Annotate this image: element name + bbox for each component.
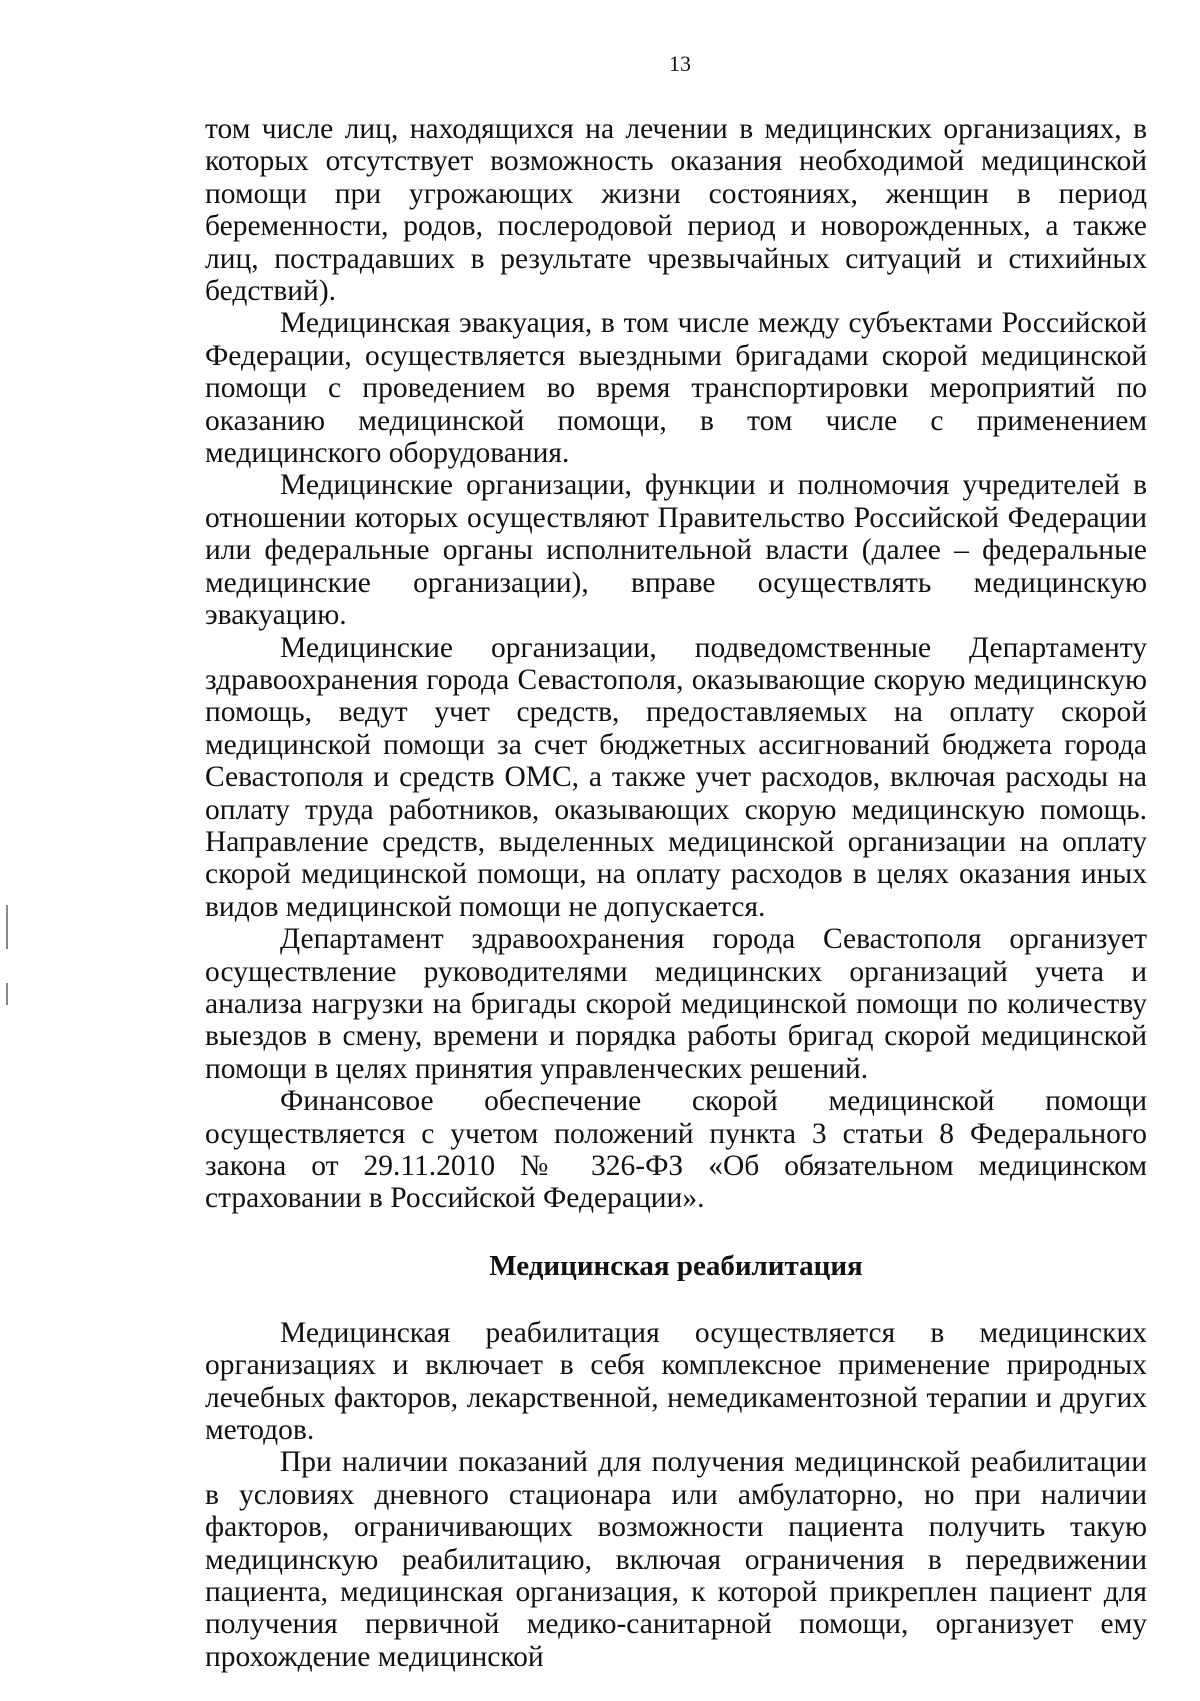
paragraph: Финансовое обеспечение скорой медицинской помощи осуществляется с учетом положений пункта 3 статьи 8 Федерального закона от 29.11.2010 № 326-ФЗ «Об обязательном медицинском страховании в Российской Федерации».: [205, 1085, 1147, 1215]
scan-margin-mark: [6, 905, 8, 949]
paragraph: При наличии показаний для получения медицинской реабилитации в условиях дневного стационара или амбулаторно, но при наличии факторов, ограничивающих возможности пациента получить такую медицинскую реабилитацию, включая ограничения в передвижении пациента, медицинская организация, к которой прикреплен пациент для получения первичной медико-санитарной помощи, организует ему прохождение медицинской: [205, 1446, 1147, 1673]
document-body: [205, 113, 1147, 1673]
paragraph: Медицинская реабилитация осуществляется в медицинских организациях и включает в себя комплексное применение природных лечебных факторов, лекарственной, немедикаментозной терапии и других методов.: [205, 1316, 1147, 1447]
paragraph: Медицинские организации, подведомственные Департаменту здравоохранения города Севастополя, оказывающие скорую медицинскую помощь, ведут учет средств, предоставляемых на оплату скорой медицинской помощи за счет бюджетных ассигнований бюджета города Севастополя и средств ОМС, а также учет расходов, включая расходы на оплату труда работников, оказывающих скорую медицинскую помощь. Направление средств, выделенных медицинской организации на оплату скорой медицинской помощи, на оплату расходов в целях оказания иных видов медицинской помощи не допускается.: [205, 631, 1147, 923]
paragraph: Департамент здравоохранения города Севастополя организует осуществление руководителями медицинских организаций учета и анализа нагрузки на бригады скорой медицинской помощи по количеству выездов в смену, времени и порядка работы бригад скорой медицинской помощи в целях принятия управленческих решений.: [205, 923, 1147, 1085]
page-number: 13: [669, 51, 691, 76]
paragraph: Медицинские организации, функции и полномочия учредителей в отношении которых осуществляют Правительство Российской Федерации или федеральные органы исполнительной власти (далее – федеральные медицинские организации), вправе осуществлять медицинскую эвакуацию.: [205, 469, 1147, 632]
section-heading: Медицинская реабилитация: [489, 1249, 863, 1282]
paragraph: Медицинская эвакуация, в том числе между субъектами Российской Федерации, осуществляется выездными бригадами скорой медицинской помощи с проведением во время транспортировки мероприятий по оказанию медицинской помощи, в том числе с применением медицинского оборудования.: [205, 307, 1147, 470]
continued-paragraph: том числе лиц, находящихся на лечении в медицинских организациях, в которых отсутствует возможность оказания необходимой медицинской помощи при угрожающих жизни состояниях, женщин в период беременности, родов, послеродовой период и новорожденных, а также лиц, пострадавших в результате чрезвычайных ситуаций и стихийных бедствий).: [205, 113, 1147, 308]
scan-margin-mark: [6, 983, 8, 1005]
